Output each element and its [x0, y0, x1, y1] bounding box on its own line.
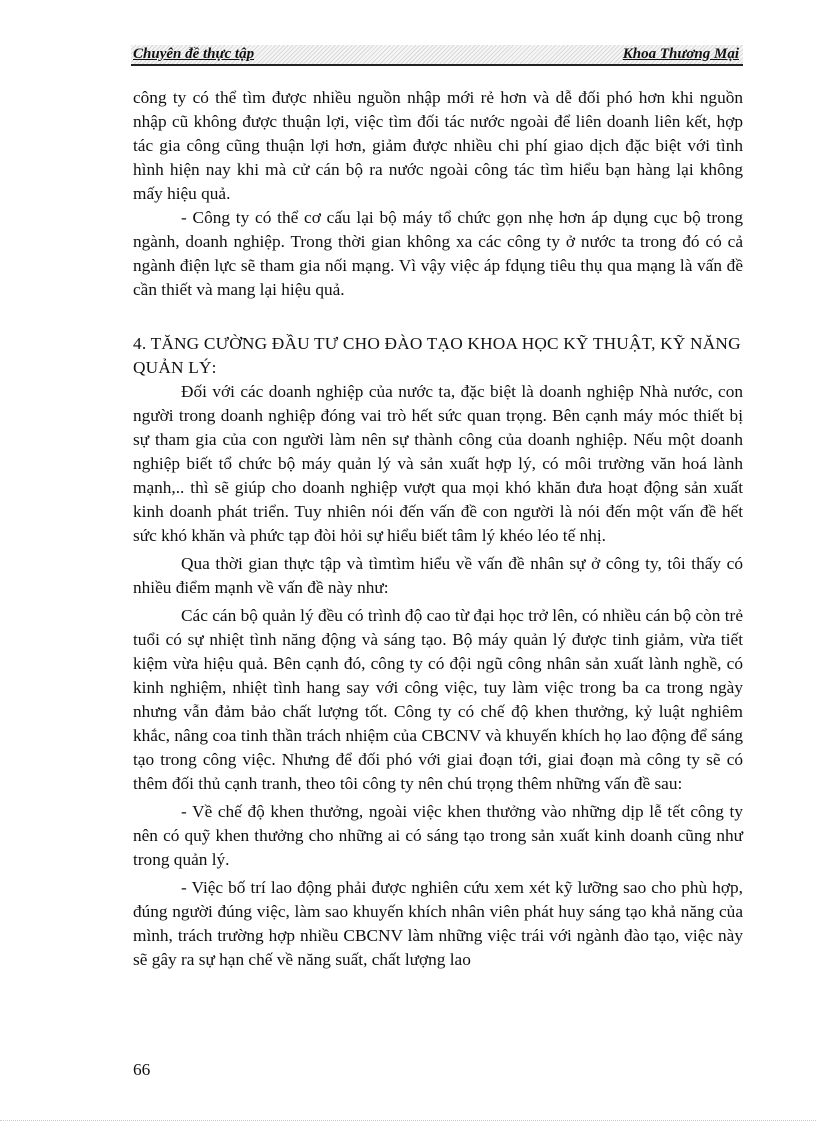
header-faculty-name: Khoa Thương Mại	[622, 46, 739, 62]
section-spacer	[133, 302, 743, 332]
paragraph-reward-policy: - Về chế độ khen thưởng, ngoài việc khen thưởng vào những dịp lễ tết công ty nên có quỹ khen thưởng cho những ai có sáng tạo trong sản xuất kinh doanh cũng như trong quản lý.	[133, 802, 743, 869]
paragraph-management-strengths: Các cán bộ quản lý đều có trình độ cao từ đại học trở lên, có nhiều cán bộ còn trẻ tuổi có sự nhiệt tình năng động và sáng tạo. Bộ máy quản lý được tinh giảm, vừa tiết kiệm vừa hiệu quả. Bên cạnh đó, công ty có đội ngũ công nhân sản xuất lành nghề, có kinh nghiệm, nhiệt tình hang say với công việc, tuy làm việc trong ba ca trong ngày nhưng vẫn đảm bảo chất lượng tốt. Công ty có chế độ khen thưởng, kỷ luật nghiêm khắc, nâng coa tinh thần trách nhiệm của CBCNV và khuyến khích họ lao động để sáng tạo trong công việc. Nhưng để đối phó với giai đoạn tới, giai đoạn mà công ty sẽ có thêm đối thủ cạnh tranh, theo tôi công ty nên chú trọng thêm những vấn đề sau:	[133, 606, 743, 793]
paragraph-continuation: công ty có thể tìm được nhiều nguồn nhập mới rẻ hơn và dễ đối phó hơn khi nguồn nhập cũ không được thuận lợi, việc tìm đối tác nước ngoài để liên doanh liên kết, hợp tác gia công cũng thuận lợi hơn, giảm được nhiều chi phí giao dịch đặc biệt với tình hình hiện nay khi mà cử cán bộ ra nước ngoài công tác tìm hiểu bạn hàng lại không mấy hiệu quả.	[133, 88, 743, 203]
paragraph-human-resources: Đối với các doanh nghiệp của nước ta, đặc biệt là doanh nghiệp Nhà nước, con người trong doanh nghiệp đóng vai trò hết sức quan trọng. Bên cạnh máy móc thiết bị sự tham gia của con người làm nên sự thành công của doanh nghiệp. Nếu một doanh nghiệp biết tổ chức bộ máy quản lý và sản xuất hợp lý, có môi trường văn hoá lành mạnh,.. thì sẽ giúp cho doanh nghiệp vượt qua mọi khó khăn đưa hoạt động sản xuất kinh doanh phát triển. Tuy nhiên nói đến vấn đề con người là nói đến một vấn đề hết sức khó khăn và phức tạp đòi hỏi sự hiểu biết tâm lý khéo léo tế nhị.	[133, 382, 743, 545]
paragraph-labor-allocation: - Việc bố trí lao động phải được nghiên cứu xem xét kỹ lưỡng sao cho phù hợp, đúng người đúng việc, làm sao khuyến khích nhân viên phát huy sáng tạo khả năng của mình, trách trường hợp nhiều CBCNV làm những việc trái với ngành đào tạo, việc này sẽ gây ra sự hạn chế về năng suất, chất lượng lao	[133, 878, 743, 969]
paragraph-restructure: - Công ty có thể cơ cấu lại bộ máy tổ chức gọn nhẹ hơn áp dụng cục bộ trong ngành, doanh nghiệp. Trong thời gian không xa các công ty ở nước ta trong đó có cả ngành điện lực sẽ tham gia nối mạng. Vì vậy việc áp fdụng tiêu thụ qua mạng là vấn đề cần thiết và mang lại hiệu quả.	[133, 208, 743, 299]
page-number: 66	[133, 1060, 151, 1079]
paragraph-internship-observation: Qua thời gian thực tập và tìmtìm hiểu về vấn đề nhân sự ở công ty, tôi thấy có nhiều điểm mạnh về vấn đề này như:	[133, 554, 743, 597]
page-body	[133, 86, 743, 972]
section-heading: 4. TĂNG CƯỜNG ĐẦU TƯ CHO ĐÀO TẠO KHOA HỌC KỸ THUẬT, KỸ NĂNG QUẢN LÝ:	[133, 334, 741, 377]
header-document-title: Chuyên đề thực tập	[133, 46, 255, 62]
page-header	[131, 45, 743, 66]
bottom-divider	[0, 1120, 816, 1121]
